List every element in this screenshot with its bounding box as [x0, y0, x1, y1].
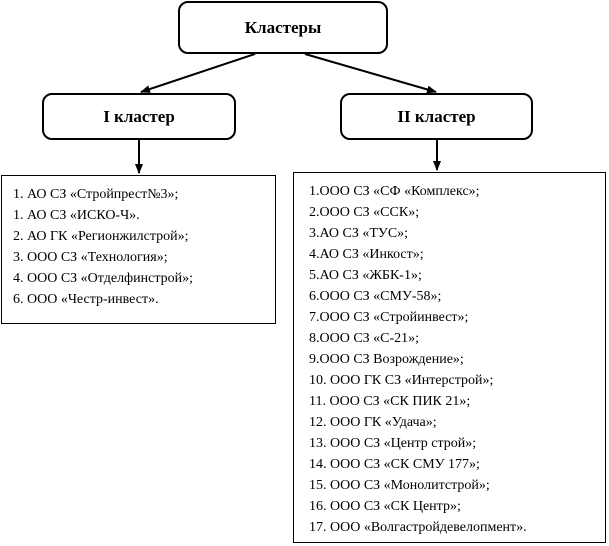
cluster-2-members-list	[293, 172, 606, 543]
list-item: 13. ООО СЗ «Центр строй»;	[309, 436, 477, 451]
list-item: 15. ООО СЗ «Монолитстрой»;	[309, 478, 490, 493]
cluster-1-node	[42, 93, 236, 140]
cluster-1-label: I кластер	[103, 106, 175, 126]
list-item: 8.ООО СЗ «С-21»;	[309, 331, 420, 346]
list-item: 7.ООО СЗ «Стройинвест»;	[309, 310, 469, 325]
list-item: 1. АО СЗ «ИСКО-Ч».	[13, 208, 140, 223]
list-item: 14. ООО СЗ «СК СМУ 177»;	[309, 457, 480, 472]
list-item: 12. ООО ГК «Удача»;	[309, 415, 437, 430]
list-item: 10. ООО ГК СЗ «Интерстрой»;	[309, 373, 494, 388]
list-item: 2. АО ГК «Регионжилстрой»;	[13, 229, 189, 244]
list-item: 4. ООО СЗ «Отделфинстрой»;	[13, 271, 193, 286]
list-item: 17. ООО «Волгастройдевелопмент».	[309, 520, 527, 535]
list-item: 5.АО СЗ «ЖБК-1»;	[309, 268, 422, 283]
root-node-label: Кластеры	[244, 17, 322, 37]
list-item: 16. ООО СЗ «СК Центр»;	[309, 499, 461, 514]
list-item: 3. ООО СЗ «Технология»;	[13, 250, 168, 265]
list-item: 4.АО СЗ «Инкост»;	[309, 247, 424, 262]
arrow-root-to-cluster-1	[141, 54, 255, 92]
cluster-1-members-list	[1, 175, 276, 324]
list-item: 6. ООО «Честр-инвест».	[13, 292, 159, 307]
list-item: 1.ООО СЗ «СФ «Комплекс»;	[309, 184, 480, 199]
cluster-2-label: II кластер	[397, 106, 476, 126]
list-item: 2.ООО СЗ «ССК»;	[309, 205, 420, 220]
list-item: 6.ООО СЗ «СМУ-58»;	[309, 289, 442, 304]
list-item: 11. ООО СЗ «СК ПИК 21»;	[309, 394, 471, 409]
list-item: 3.АО СЗ «ТУС»;	[309, 226, 409, 241]
cluster-2-node	[340, 93, 533, 140]
root-node-clusters	[178, 1, 388, 54]
list-item: 9.ООО СЗ Возрождение»;	[309, 352, 464, 367]
list-item: 1. АО СЗ «Стройпрест№3»;	[13, 187, 179, 202]
arrow-root-to-cluster-2	[305, 54, 436, 92]
